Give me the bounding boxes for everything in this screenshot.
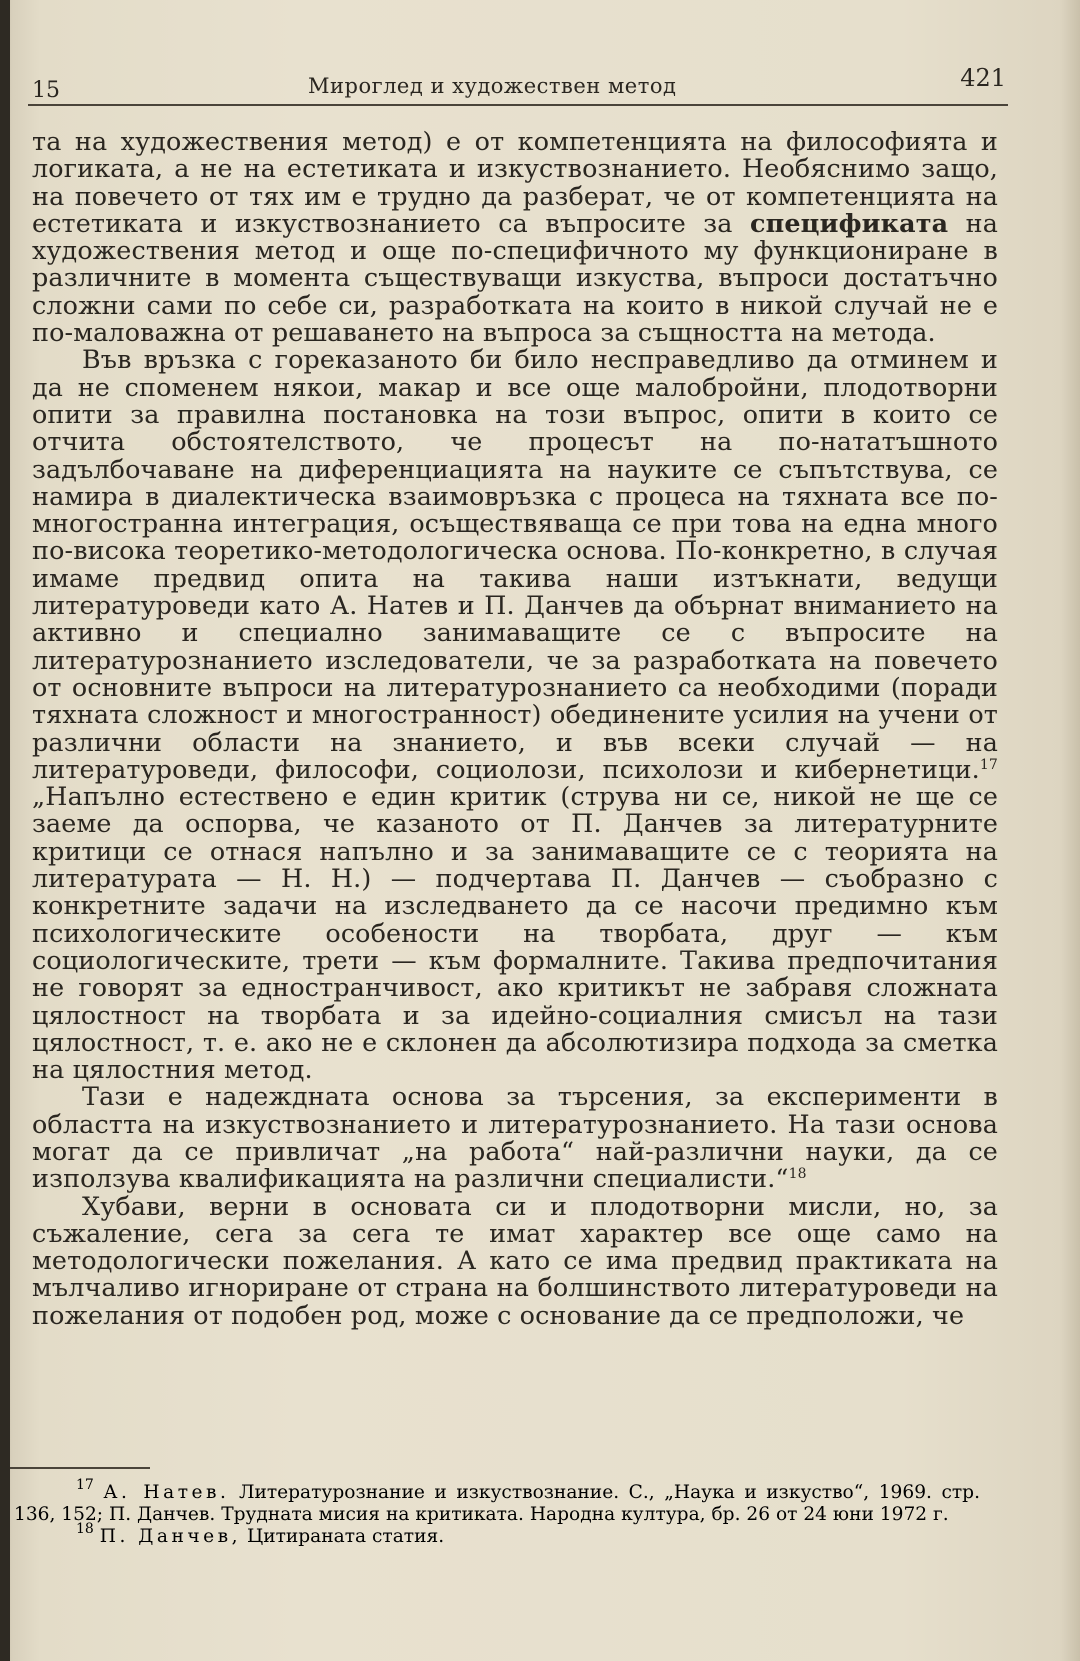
paragraph-3 bbox=[32, 1083, 998, 1192]
paragraph-1-text: та на художествения метод) е от компетенцията на философията и логиката, а не на естетиката и изкуствознанието. Необяснимо защо, на повечето от тях им е трудно да разберат, че от компетенцията на естетиката и изкуствознанието са въпросите за bbox=[32, 126, 998, 238]
emphasis-specifics: спецификата bbox=[750, 207, 949, 238]
running-title: Мироглед и художествен метод bbox=[308, 74, 677, 98]
footnote-18-mark: 18 bbox=[76, 1521, 94, 1537]
paragraph-2-text-cont: „Напълно естествено е един критик (струва ни се, никой не ще се заеме да оспорва, че казаното от П. Данчев за литературните критици се отнася напълно и за занимаващите се с теорията на литературата — Н. Н.) — подчертава П. Данчев — съобразно с конкретните задачи на изследването да се насочи предимно към психологическите особености на творбата, друг — към социологическите, трети — към формалните. Такива предпочитания не говорят за едностранчивост, ако критикът не забравя сложната цялостност на творбата и за идейно-социалния смисъл на тази цялостност, т. е. ако не е склонен да абсолютизира подхода за сметка на цялостния метод. bbox=[32, 781, 998, 1085]
footnote-18 bbox=[14, 1521, 980, 1548]
paragraph-1-text-cont: на художествения метод и още по-специфичното му функциониране в различните в момента съществуващи изкуства, въпроси достатъчно сложни сами по себе си, разработката на които в никой случай не е по-маловажна от решаването на въпроса за същността на метода. bbox=[32, 207, 998, 348]
running-header bbox=[18, 58, 1028, 103]
paragraph-2 bbox=[32, 346, 998, 1083]
footnote-ref-17: 17 bbox=[979, 756, 998, 773]
page-number: 421 bbox=[960, 64, 1006, 92]
paragraph-3-text: Тази е надеждната основа за търсения, за експерименти в областта на изкуствознанието и литературознанието. На тази основа могат да се привличат „на работа“ най-различни науки, да се използува квалификацията на различни специалисти.“ bbox=[32, 1081, 998, 1194]
book-binding-edge bbox=[0, 0, 10, 1661]
footnote-17-author: А. Натев. bbox=[103, 1482, 230, 1503]
body-text bbox=[32, 128, 998, 1329]
footnote-rule bbox=[10, 1467, 150, 1469]
footnote-18-author: П. Данчев, bbox=[99, 1526, 242, 1547]
footnotes bbox=[14, 1477, 980, 1548]
book-page bbox=[18, 58, 1028, 1330]
paragraph-2-text: Във връзка с гореказаното би било несправедливо да отминем и да не споменем някои, макар и все още малобройни, плодотворни опити за правилна постановка на този въпрос, опити в които се отчита обстоятелството, че процесът на по-нататъшното задълбочаване на диференциацията на науките се съпътствува, се намира в диалектическа взаимовръзка с процеса на тяхната все по-многостранна интеграция, осъществяваща се при това на една много по-висока теоретико-методологическа основа. По-конкретно, в случая имаме предвид опита на такива наши изтъкнати, ведущи литературоведи като А. Натев и П. Данчев да обърнат вниманието на активно и специално занимаващите се с въпросите на литературознанието изследователи, че за разработката на повечето от основните въпроси на литературознанието са необходими (поради тяхната сложност и многостранност) обединените усилия на учени от различни области на знанието, и във всеки случай — на литературоведи, философи, социолози, психолози и кибернетици. bbox=[32, 344, 998, 784]
paragraph-4: Хубави, верни в основата си и плодотворни мисли, но, за съжаление, сега за сега те имат характер все още само на методологически пожелания. А като се има предвид практиката на мълчаливо игнориране от страна на болшинството литературоведи на пожелания от подобен род, може с основание да се предположи, че bbox=[32, 1190, 998, 1330]
chapter-number: 15 bbox=[32, 78, 60, 103]
footnote-18-text: Цитираната статия. bbox=[246, 1526, 445, 1547]
footnote-17-mark: 17 bbox=[76, 1477, 94, 1493]
footnote-17-text: Литературознание и изкуствознание. С., „Наука и изкуство“, 1969. стр. 136, 152; П. Данчев. Трудната мисия на критиката. Народна култура, бр. 26 от 24 юни 1972 г. bbox=[14, 1482, 980, 1525]
paragraph-1 bbox=[32, 128, 998, 346]
footnote-ref-18: 18 bbox=[788, 1166, 807, 1183]
footnote-17 bbox=[14, 1477, 980, 1526]
header-rule bbox=[28, 104, 1008, 106]
